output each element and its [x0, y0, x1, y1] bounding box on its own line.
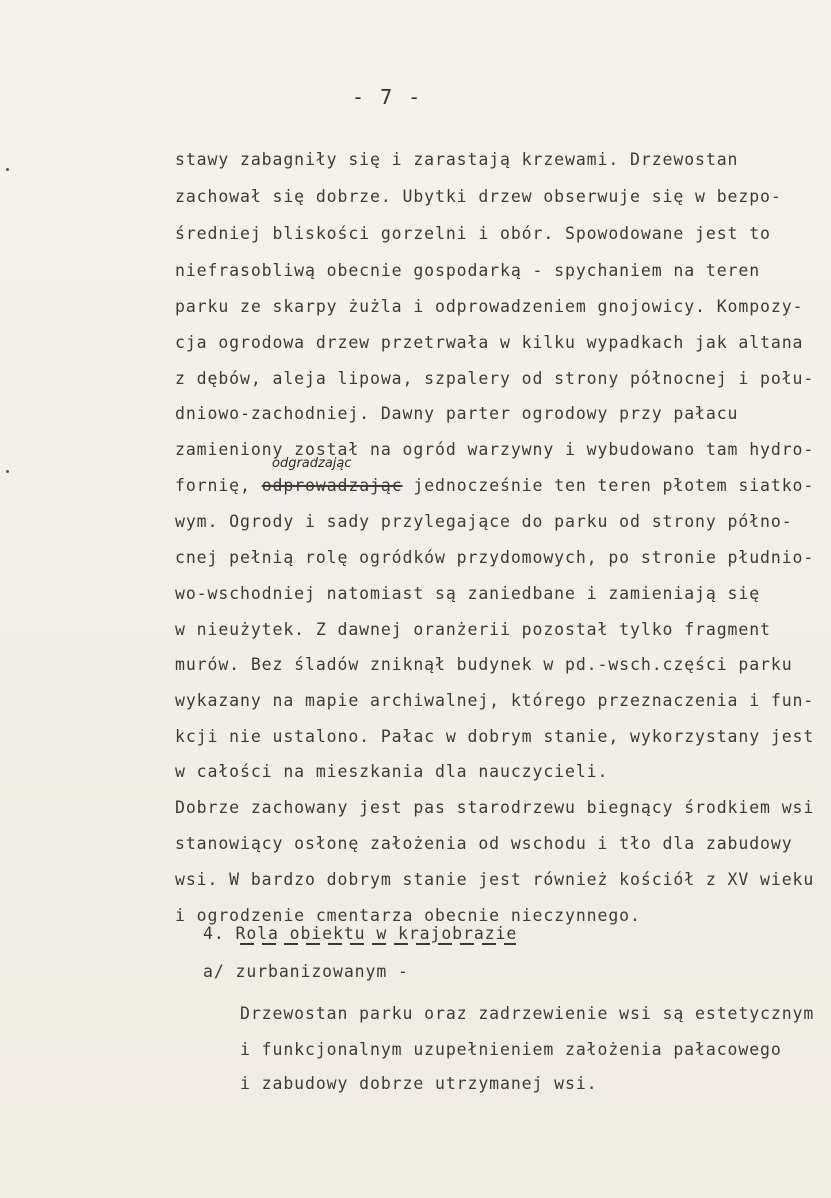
- subsection-heading: a/ zurbanizowanym -: [203, 962, 409, 981]
- text-line: parku ze skarpy żużla i odprowadzeniem gnojowicy. Kompozy-: [175, 297, 804, 316]
- handwritten-correction: odgradzając: [272, 456, 352, 471]
- margin-mark: [6, 168, 9, 171]
- text-line: wykazany na mapie archiwalnej, którego przeznaczenia i fun-: [175, 691, 815, 710]
- text-line: w nieużytek. Z dawnej oranżerii pozostał tylko fragment: [175, 620, 771, 639]
- text-line: niefrasobliwą obecnie gospodarką - spychaniem na teren: [175, 261, 761, 280]
- text-line: stanowiący osłonę założenia od wschodu i tło dla zabudowy: [175, 834, 793, 853]
- text-line: wo-wschodniej natomiast są zaniedbane i zamieniają się: [175, 584, 761, 603]
- text-line: Drzewostan parku oraz zadrzewienie wsi są estetycznym: [240, 1004, 815, 1023]
- section-heading: 4. Rola obiektu w krajobrazie: [203, 924, 518, 943]
- text-line: wym. Ogrody i sady przylegające do parku od strony półno-: [175, 512, 793, 531]
- text-line: kcji nie ustalono. Pałac w dobrym stanie, wykorzystany jest: [175, 727, 815, 746]
- text-line: zamieniony został na ogród warzywny i wybudowano tam hydro-: [175, 440, 815, 459]
- text-line: w całości na mieszkania dla nauczycieli.: [175, 762, 609, 781]
- text-line: dniowo-zachodniej. Dawny parter ogrodowy przy pałacu: [175, 404, 739, 423]
- page-number: - 7 -: [352, 85, 423, 109]
- text-segment: fornię,: [175, 476, 251, 495]
- text-line: z dębów, aleja lipowa, szpalery od strony północnej i połu-: [175, 369, 815, 388]
- heading-underline: [240, 943, 516, 945]
- text-line: i zabudowy dobrze utrzymanej wsi.: [240, 1074, 598, 1093]
- text-line: stawy zabagniły się i zarastają krzewami. Drzewostan: [175, 150, 739, 169]
- text-line: cja ogrodowa drzew przetrwała w kilku wypadkach jak altana: [175, 333, 804, 352]
- struck-word: odprowadzając: [261, 476, 403, 495]
- margin-mark: [6, 470, 9, 473]
- text-line: murów. Bez śladów zniknął budynek w pd.-wsch.części parku: [175, 655, 793, 674]
- text-line: zachował się dobrze. Ubytki drzew obserwuje się w bezpo-: [175, 187, 782, 206]
- text-line: Dobrze zachowany jest pas starodrzewu biegnący środkiem wsi: [175, 798, 815, 817]
- text-line: i funkcjonalnym uzupełnieniem założenia pałacowego: [240, 1040, 782, 1059]
- text-line-corrected: [175, 476, 814, 495]
- text-line: średniej bliskości gorzelni i obór. Spowodowane jest to: [175, 224, 771, 243]
- text-line: cnej pełnią rolę ogródków przydomowych, po stronie płudnio-: [175, 548, 815, 567]
- text-line: wsi. W bardzo dobrym stanie jest również kościół z XV wieku: [175, 870, 815, 889]
- text-segment: jednocześnie ten teren płotem siatko-: [413, 476, 815, 495]
- text-line: i ogrodzenie cmentarza obecnie nieczynnego.: [175, 906, 641, 925]
